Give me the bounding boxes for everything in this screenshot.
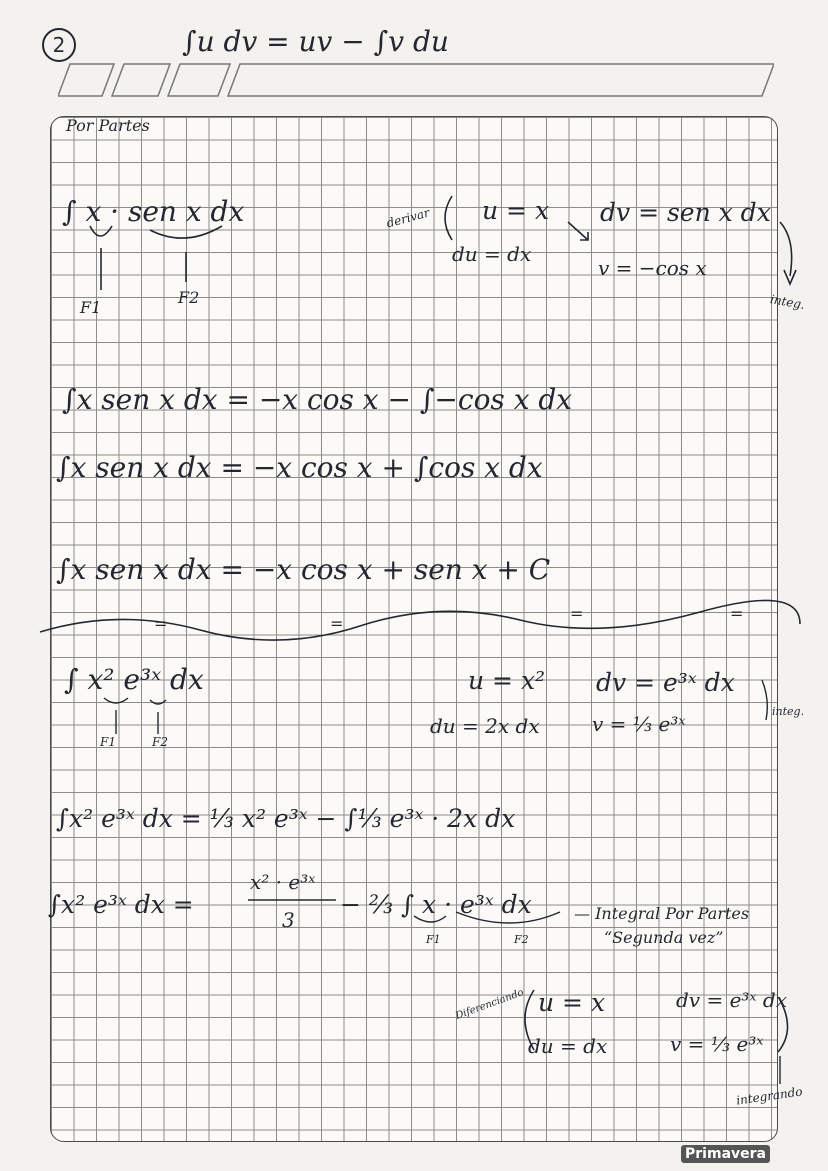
du-definition-2: du = 2x dx (430, 714, 540, 738)
step-line-1: ∫x sen x dx = −x cos x − ∫−cos x dx (62, 383, 573, 416)
v-definition-1: v = −cos x (598, 256, 707, 280)
u-definition-3: u = x (538, 988, 606, 1017)
step-line-4-left: ∫x² e³ˣ dx = (48, 890, 194, 919)
f2-label-3: F2 (514, 933, 529, 946)
brand-logo: Primavera (681, 1145, 770, 1163)
fraction-numerator: x² · e³ˣ (250, 870, 316, 894)
step-line-3: ∫x² e³ˣ dx = ⅓ x² e³ˣ − ∫⅓ e³ˣ · 2x dx (56, 804, 516, 833)
problem-number: 2 (42, 28, 76, 62)
derivar-label: derivar (384, 205, 432, 231)
step-line-2: ∫x sen x dx = −x cos x + ∫cos x dx (56, 451, 543, 484)
v-definition-3: v = ⅓ e³ˣ (670, 1032, 764, 1056)
u-definition-2: u = x² (468, 666, 546, 695)
result-line-1: ∫x sen x dx = −x cos x + sen x + C (56, 553, 551, 586)
step-line-4-mid: − ⅔ ∫ x · e³ˣ dx (340, 890, 532, 919)
du-definition-1: du = dx (452, 242, 532, 266)
method-label: Por Partes (66, 116, 150, 135)
equals-mark-3: = (570, 604, 584, 623)
f2-label-2: F2 (152, 735, 168, 749)
note-integral-partes: — Integral Por Partes (574, 904, 750, 923)
f1-label-2: F1 (100, 735, 116, 749)
integrando-label: integrando (735, 1084, 804, 1108)
du-definition-3: du = dx (528, 1034, 608, 1058)
u-definition-1: u = x (482, 196, 550, 225)
dv-definition-3: dv = e³ˣ dx (676, 988, 787, 1012)
fraction-denominator: 3 (282, 908, 295, 932)
diferenciando-label: Diferenciando (454, 987, 526, 1022)
v-definition-2: v = ⅓ e³ˣ (592, 712, 686, 736)
dv-definition-2: dv = e³ˣ dx (596, 668, 735, 697)
equals-mark-1: = (154, 614, 168, 633)
integral-2: ∫ x² e³ˣ dx (64, 663, 204, 696)
integ-label-1: integ. (769, 292, 806, 312)
equals-mark-4: = (730, 604, 744, 623)
dv-definition-1: dv = sen x dx (600, 198, 771, 227)
integ-label-2: integ. (772, 705, 805, 718)
f1-label-3: F1 (426, 933, 441, 946)
note-segunda-vez: “Segunda vez” (604, 928, 724, 947)
formula-header: ∫u dv = uv − ∫v du (182, 25, 449, 58)
integral-1: ∫ x · sen x dx (62, 195, 245, 228)
f1-label-1: F1 (80, 298, 102, 317)
f2-label-1: F2 (178, 288, 200, 307)
equals-mark-2: = (330, 614, 344, 633)
